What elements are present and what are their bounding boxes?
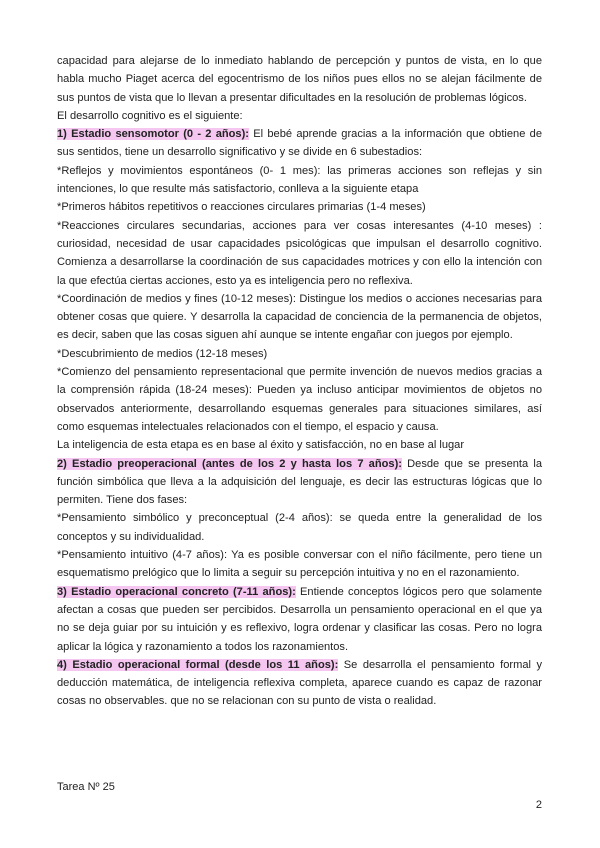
paragraph: El desarrollo cognitivo es el siguiente: [57, 109, 243, 122]
paragraph: *Primeros hábitos repetitivos o reacciones circulares primarias (1-4 meses) [57, 201, 426, 214]
stage-text: El bebé aprende gracias a la información que obtiene de sus sentidos, tiene un desarrollo significativo y se divide en 6 subestadios: [57, 128, 543, 159]
stage-paragraph [57, 455, 542, 510]
paragraph: *Pensamiento intuitivo (4-7 años): Ya es posible conversar con el niño fácilmente, pero tiene un esquematismo prelógico que lo limita a seguir su percepción intuitiva y no en el razonamiento. [57, 549, 542, 580]
paragraph: capacidad para alejarse de lo inmediato hablando de percepción y puntos de vista, en lo que habla mucho Piaget acerca del egocentrismo de los niños pues ellos no se alejan fácilmente de sus puntos de vista que lo llevan a presentar dificultades en la resolución de problemas lógicos. [57, 55, 542, 104]
stage-text: Desde que se presenta la función simbólica que lleva a la adquisición del lenguaje, es decir las estructuras lógicas que lo permiten. Tiene dos fases: [57, 457, 542, 507]
stage-paragraph [57, 583, 542, 656]
page-number: 2 [535, 799, 542, 811]
stage-heading: 1) Estadio sensomotor (0 - 2 años): [57, 128, 249, 141]
footer-label: Tarea Nº 25 [57, 781, 115, 793]
paragraph: *Reflejos y movimientos espontáneos (0- 1 mes): las primeras acciones son reflejas y sin intenciones, lo que resulte más satisfactorio, conlleva a la siguiente etapa [57, 164, 542, 196]
stage-heading: 3) Estadio operacional concreto (7-11 años): [57, 585, 296, 598]
paragraph: *Coordinación de medios y fines (10-12 meses): Distingue los medios o acciones necesarias para obtener cosas que quiere. Y desarrolla la capacidad de conciencia de la permanencia de objetos, es decir, saben que las cosas siguen ahí aunque se intente engañar con juegos por ejemplo. [57, 292, 542, 342]
document-body [57, 52, 542, 711]
stage-heading: 4) Estadio operacional formal (desde los 11 años): [57, 658, 339, 671]
stage-paragraph [57, 656, 542, 711]
paragraph: *Pensamiento simbólico y preconceptual (2-4 años): se queda entre la generalidad de los conceptos y su individualidad. [57, 512, 542, 543]
paragraph: La inteligencia de esta etapa es en base al éxito y satisfacción, no en base al lugar [57, 439, 465, 452]
stage-text: Entiende conceptos lógicos pero que solamente afectan a cosas que pueden ser percibidos. Desarrolla un pensamiento operacional en el que ya no se deja guiar por su intuición y es reflexivo, logra ordenar y clasificar las cosas. Pero no logra aplicar la lógica y razonamiento a todos los razonamientos. [57, 585, 542, 653]
stage-paragraph [57, 125, 542, 162]
stage-text: Se desarrolla el pensamiento formal y deducción matemática, de inteligencia reflexiva completa, aparece cuando es capaz de razonar cosas no observables. que no se relacionan con su punto de vista o realidad. [57, 658, 542, 708]
paragraph: *Descubrimiento de medios (12-18 meses) [57, 347, 268, 360]
paragraph: *Comienzo del pensamiento representacional que permite invención de nuevos medios gracias a la comprensión rápida (18-24 meses): Pueden ya incluso anticipar movimientos de objetos no observados anteriormente, desarrollando esquemas generales para situaciones similares, así como esquemas intelectuales relacionados con el tiempo, el espacio y causa. [57, 366, 542, 433]
stage-heading: 2) Estadio preoperacional (antes de los 2 y hasta los 7 años): [57, 457, 402, 470]
paragraph: *Reacciones circulares secundarias, acciones para ver cosas interesantes (4-10 meses) : curiosidad, necesidad de usar capacidades psicológicas que impulsan el desarrollo cognitivo. Comienza a desarrollarse la coordinación de sus capacidades motrices y con ello la intención con la que efectúa ciertas acciones, esto ya es inteligencia pero no reflexiva. [57, 219, 542, 287]
